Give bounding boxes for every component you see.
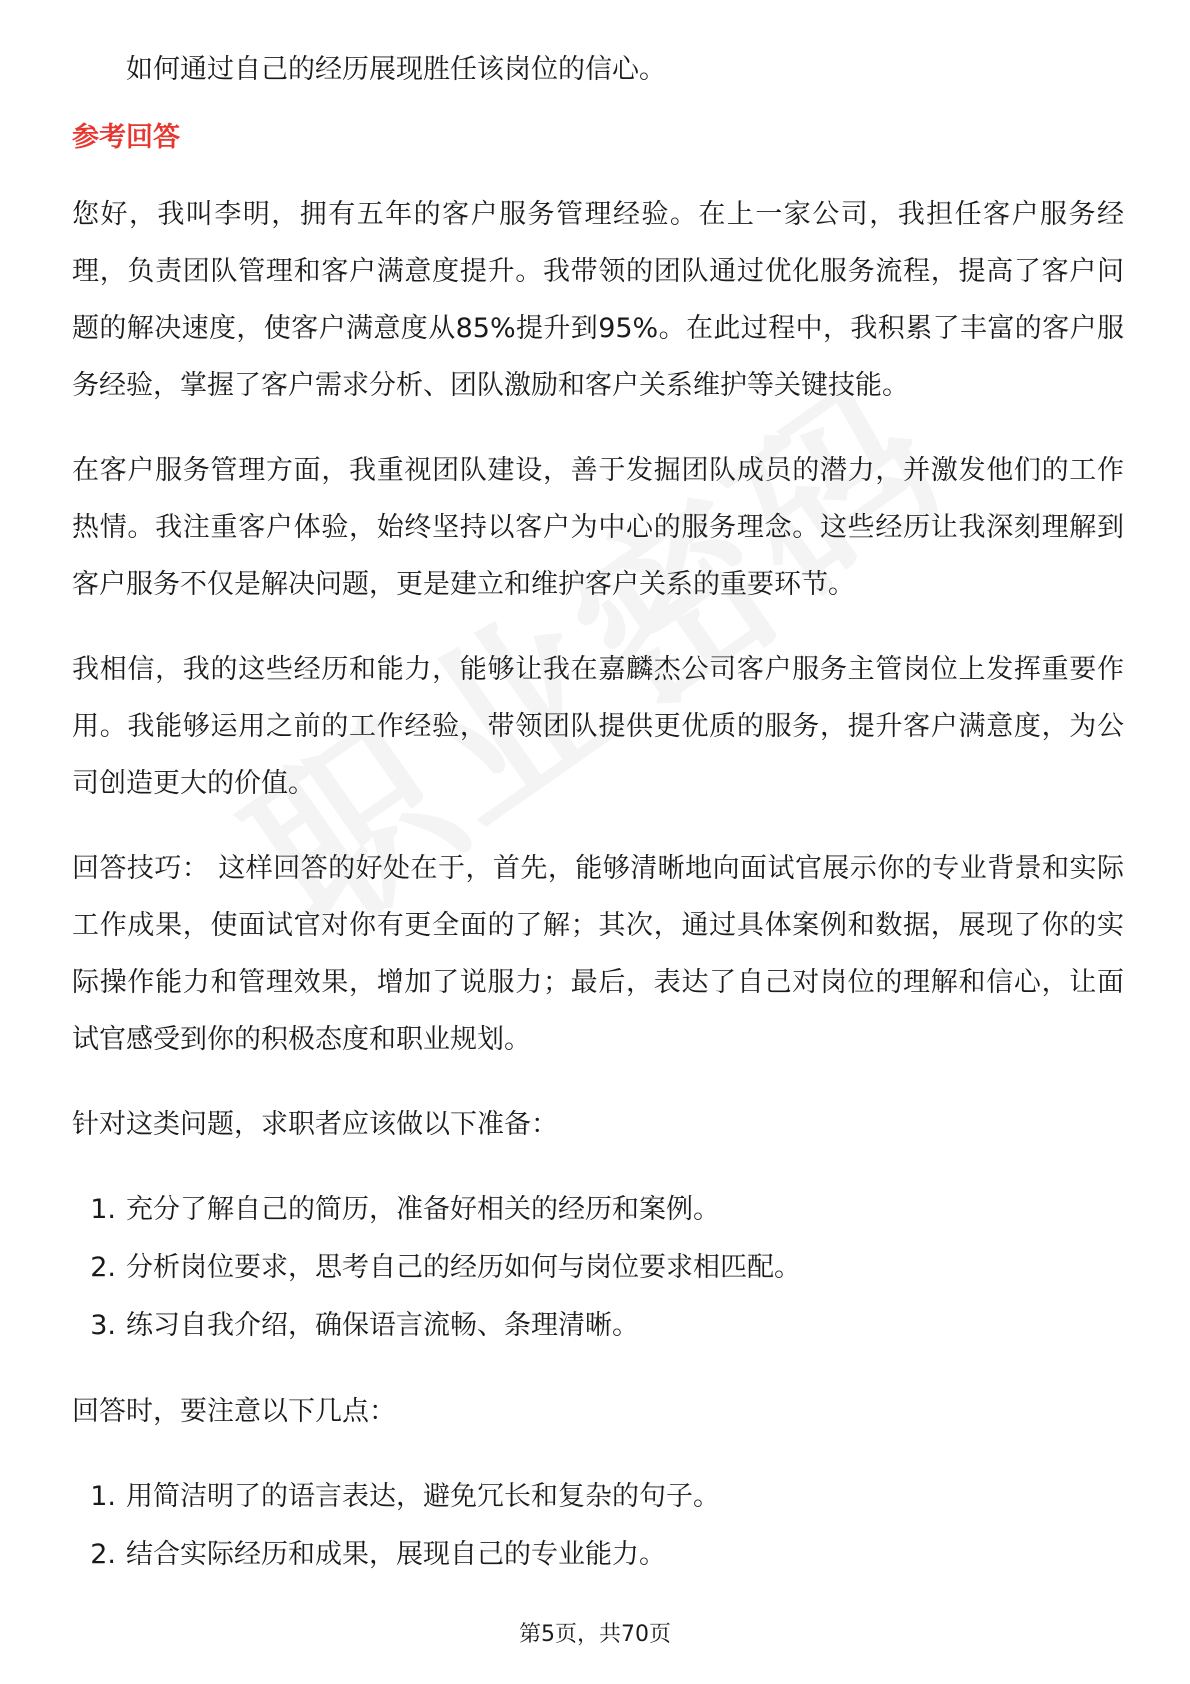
paragraph-1: 您好，我叫李明，拥有五年的客户服务管理经验。在上一家公司，我担任客户服务经理，负责团队管理和客户满意度提升。我带领的团队通过优化服务流程，提高了客户问题的解决速度，使客户满意度从85%提升到95%。在此过程中，我积累了丰富的客户服务经验，掌握了客户需求分析、团队激励和客户关系维护等关键技能。 — [72, 199, 1124, 401]
list-item — [72, 1468, 1124, 1526]
list-item-text: 用简洁明了的语言表达，避免冗长和复杂的句子。 — [126, 1481, 720, 1512]
prep-list — [72, 1181, 1124, 1355]
list-item-number: 1. — [90, 1481, 116, 1512]
list-item-number: 1. — [90, 1194, 116, 1225]
notes-list — [72, 1468, 1124, 1584]
list-item-text: 结合实际经历和成果，展现自己的专业能力。 — [126, 1539, 666, 1570]
section-title: 参考回答 — [72, 122, 180, 153]
page-footer: 第5页，共70页 — [519, 1622, 671, 1647]
list-item-text: 充分了解自己的简历，准备好相关的经历和案例。 — [126, 1194, 720, 1225]
paragraph-3: 我相信，我的这些经历和能力，能够让我在嘉麟杰公司客户服务主管岗位上发挥重要作用。我能够运用之前的工作经验，带领团队提供更优质的服务，提升客户满意度，为公司创造更大的价值。 — [72, 654, 1124, 799]
list-item — [72, 1239, 1124, 1297]
list-item — [72, 1526, 1124, 1584]
list-item — [72, 1181, 1124, 1239]
list-item-text: 分析岗位要求，思考自己的经历如何与岗位要求相匹配。 — [126, 1252, 801, 1283]
list-item-number: 3. — [90, 1310, 116, 1341]
list-item — [72, 1297, 1124, 1355]
prep-intro: 针对这类问题，求职者应该做以下准备： — [72, 1109, 558, 1140]
page-content — [72, 50, 1124, 1612]
list-item-number: 2. — [90, 1539, 116, 1570]
paragraph-tips: 回答技巧： 这样回答的好处在于，首先，能够清晰地向面试官展示你的专业背景和实际工作成果，使面试官对你有更全面的了解；其次，通过具体案例和数据，展现了你的实际操作能力和管理效果，增加了说服力；最后，表达了自己对岗位的理解和信心，让面试官感受到你的积极态度和职业规划。 — [72, 853, 1124, 1055]
list-item-text: 练习自我介绍，确保语言流畅、条理清晰。 — [126, 1310, 639, 1341]
paragraph-2: 在客户服务管理方面，我重视团队建设，善于发掘团队成员的潜力，并激发他们的工作热情。我注重客户体验，始终坚持以客户为中心的服务理念。这些经历让我深刻理解到客户服务不仅是解决问题，更是建立和维护客户关系的重要环节。 — [72, 455, 1124, 600]
list-item-number: 2. — [90, 1252, 116, 1283]
notes-intro: 回答时，要注意以下几点： — [72, 1396, 396, 1427]
intro-line: 如何通过自己的经历展现胜任该岗位的信心。 — [126, 54, 666, 85]
